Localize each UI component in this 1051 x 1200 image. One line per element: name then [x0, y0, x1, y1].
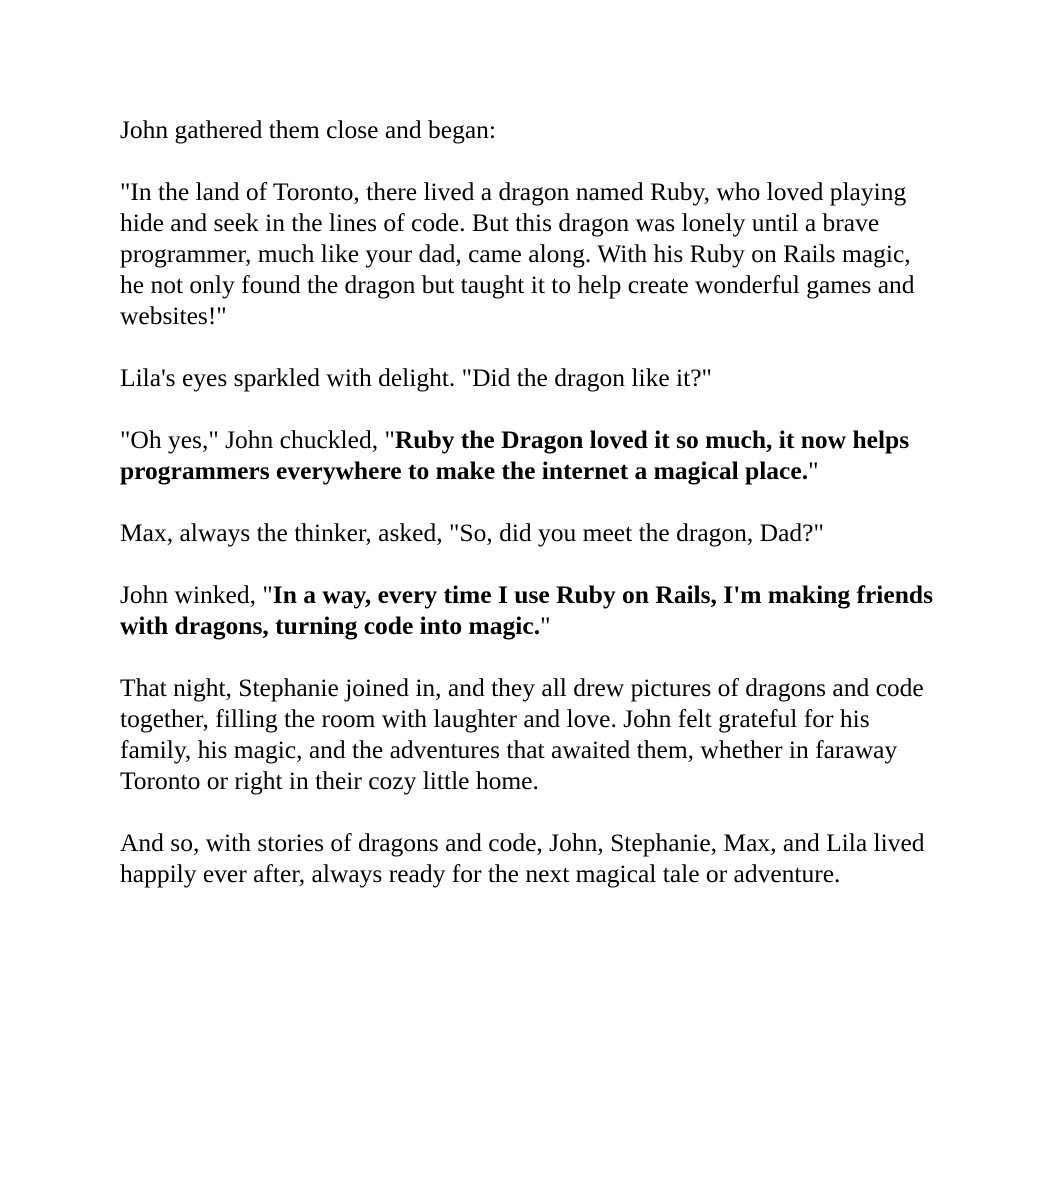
paragraph: [120, 517, 940, 548]
paragraph-text: Max, always the thinker, asked, "So, did you meet the dragon, Dad?": [120, 518, 824, 547]
paragraph: [120, 176, 940, 331]
paragraph: [120, 424, 940, 486]
paragraph: [120, 672, 940, 796]
paragraph: [120, 114, 940, 145]
bold-quote: In a way, every time I use Ruby on Rails, I'm making friends with dragons, turning code into magic.: [120, 580, 933, 640]
bold-quote: Ruby the Dragon loved it so much, it now helps programmers everywhere to make the internet a magical place.: [120, 425, 910, 485]
paragraph: [120, 827, 940, 889]
paragraph-text: John gathered them close and began:: [120, 115, 497, 144]
story-text: [120, 114, 940, 920]
paragraph-text: ": [540, 611, 551, 640]
paragraph: [120, 579, 940, 641]
paragraph-text: John winked, ": [120, 580, 273, 609]
paragraph-text: That night, Stephanie joined in, and they all drew pictures of dragons and code together, filling the room with laughter and love. John felt grateful for his family, his magic, and the adventures that awaited them, whether in faraway Toronto or right in their cozy little home.: [120, 673, 924, 795]
paragraph: [120, 362, 940, 393]
paragraph-text: And so, with stories of dragons and code, John, Stephanie, Max, and Lila lived happily ever after, always ready for the next magical tale or adventure.: [120, 828, 925, 888]
paragraph-text: "In the land of Toronto, there lived a dragon named Ruby, who loved playing hide and seek in the lines of code. But this dragon was lonely until a brave programmer, much like your dad, came along. With his Ruby on Rails magic, he not only found the dragon but taught it to help create wonderful games and websites!": [120, 177, 915, 330]
paragraph-text: "Oh yes," John chuckled, ": [120, 425, 395, 454]
paragraph-text: Lila's eyes sparkled with delight. "Did the dragon like it?": [120, 363, 712, 392]
paragraph-text: ": [808, 456, 819, 485]
